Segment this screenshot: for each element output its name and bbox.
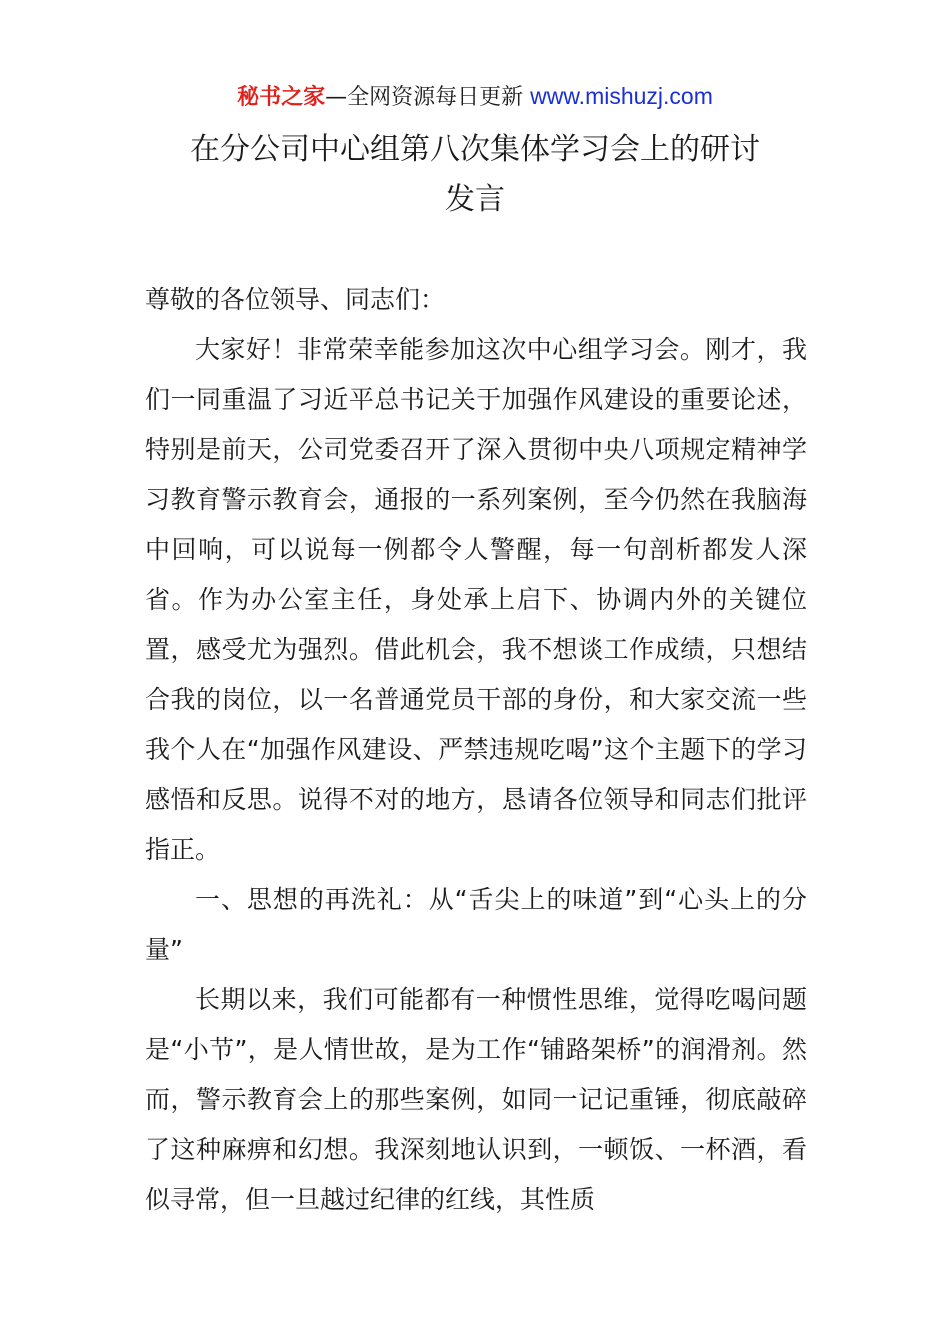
site-tagline: —全网资源每日更新: [325, 85, 531, 110]
paragraph-section-1: 长期以来，我们可能都有一种惯性思维，觉得吃喝问题是“小节”，是人情世故，是为工作“铺路架桥”的润滑剂。然而，警示教育会上的那些案例，如同一记记重锤，彻底敲碎了这种麻痹和幻想。我深刻地认识到，一顿饭、一杯酒，看似寻常，但一旦越过纪律的红线，其性质: [145, 985, 807, 1214]
site-brand: 秘书之家: [237, 85, 326, 110]
site-url-link[interactable]: www.mishuzj.com: [530, 83, 713, 109]
document-title-line-1: 在分公司中心组第八次集体学习会上的研讨: [190, 132, 760, 167]
section-heading-1: 一、思想的再洗礼：从“舌尖上的味道”到“心头上的分量”: [145, 885, 807, 964]
document-title-line-2: 发言: [445, 182, 505, 217]
document-body: [145, 275, 807, 1225]
site-banner: [0, 80, 950, 114]
document-title: [0, 125, 950, 225]
paragraph-intro: 大家好！非常荣幸能参加这次中心组学习会。刚才，我们一同重温了习近平总书记关于加强作风建设的重要论述，特别是前天，公司党委召开了深入贯彻中央八项规定精神学习教育警示教育会，通报的一系列案例，至今仍然在我脑海中回响，可以说每一例都令人警醒，每一句剖析都发人深省。作为办公室主任，身处承上启下、协调内外的关键位置，感受尤为强烈。借此机会，我不想谈工作成绩，只想结合我的岗位，以一名普通党员干部的身份，和大家交流一些我个人在“加强作风建设、严禁违规吃喝”这个主题下的学习感悟和反思。说得不对的地方，恳请各位领导和同志们批评指正。: [145, 335, 807, 864]
salutation: 尊敬的各位领导、同志们：: [145, 285, 446, 314]
